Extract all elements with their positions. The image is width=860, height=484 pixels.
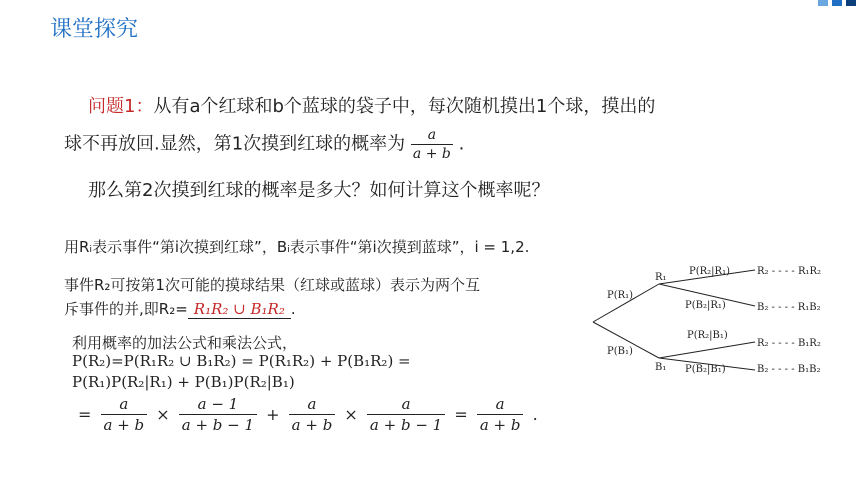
label-p-r1: P(R₁) (607, 290, 634, 301)
derivation-eq-1: P(R₂)=P(R₁R₂ ∪ B₁R₂) = P(R₁R₂) + P(B₁R₂) = (72, 352, 411, 370)
node-b1: B₁ (655, 362, 667, 373)
union-line-2: 斥事件的并,即R₂= R₁R₂ ∪ B₁R₂ . (64, 300, 296, 318)
problem-text-2: 球不再放回.显然，第1次摸到红球的概率为 (64, 133, 406, 155)
decorative-top-squares (0, 0, 860, 6)
problem-line-2: 球不再放回.显然，第1次摸到红球的概率为 $\frac{a}{a + b}$ . (64, 127, 465, 162)
problem-line-3: 那么第2次摸到红球的概率是多大？如何计算这个概率呢？ (88, 180, 550, 201)
label-p-b2-given-b1: P(B₂|B₁) (685, 364, 726, 375)
leaf-b1b2: B₂ - - - - B₁B₂ (757, 364, 821, 375)
leaf-r1b2: B₂ - - - - R₁B₂ (757, 302, 821, 313)
answer-blank: R₁R₂ ∪ B₁R₂ (188, 300, 291, 319)
node-r1: R₁ (655, 272, 667, 283)
leaf-b1r2: R₂ - - - - B₁R₂ (757, 338, 821, 349)
derivation-eq-2: P(R₁)P(R₂|R₁) + P(B₁)P(R₂|B₁) (72, 373, 295, 391)
fraction-4: $\frac{a}{a + b - 1}$ (367, 394, 445, 435)
probability-tree-diagram (585, 262, 845, 382)
label-p-b2-given-r1: P(B₂|R₁) (685, 300, 726, 311)
problem-label: 问题1： (88, 96, 154, 117)
union-line-1: 事件R₂可按第1次可能的摸球结果（红球或蓝球）表示为两个互 (64, 276, 480, 294)
label-p-r2-given-r1: P(R₂|R₁) (689, 266, 730, 277)
fraction-3: $\frac{a}{a + b}$ (289, 394, 336, 435)
derivation-eq-3: = $\frac{a}{a + b}$ × $\frac{a - 1}{a + b - 1}$ + $\frac{a}{a + b}$ × $\frac{a}{a + b - 1}$ = $\frac{a}{a + b}$ . (78, 395, 538, 434)
label-p-r2-given-b1: P(R₂|B₁) (687, 330, 728, 341)
problem-text-1: 从有a个红球和b个蓝球的袋子中，每次随机摸出1个球，摸出的 (153, 96, 656, 117)
fraction-5: $\frac{a}{a + b}$ (477, 394, 524, 435)
derivation-intro: 利用概率的加法公式和乘法公式， (72, 334, 298, 352)
problem-line-1 (88, 92, 655, 118)
fraction-1: $\frac{a}{a + b}$ (101, 394, 148, 435)
page-title: 课堂探究 (50, 17, 139, 42)
event-definition: 用Rᵢ表示事件“第i次摸到红球”，Bᵢ表示事件“第i次摸到蓝球”，i = 1,2. (64, 238, 530, 256)
leaf-r1r2: R₂ - - - - R₁R₂ (757, 266, 822, 277)
fraction-2: $\frac{a - 1}{a + b - 1}$ (179, 394, 257, 435)
probability-fraction: $\frac{a}{a + b}$ (412, 127, 451, 162)
label-p-b1: P(B₁) (607, 346, 633, 357)
